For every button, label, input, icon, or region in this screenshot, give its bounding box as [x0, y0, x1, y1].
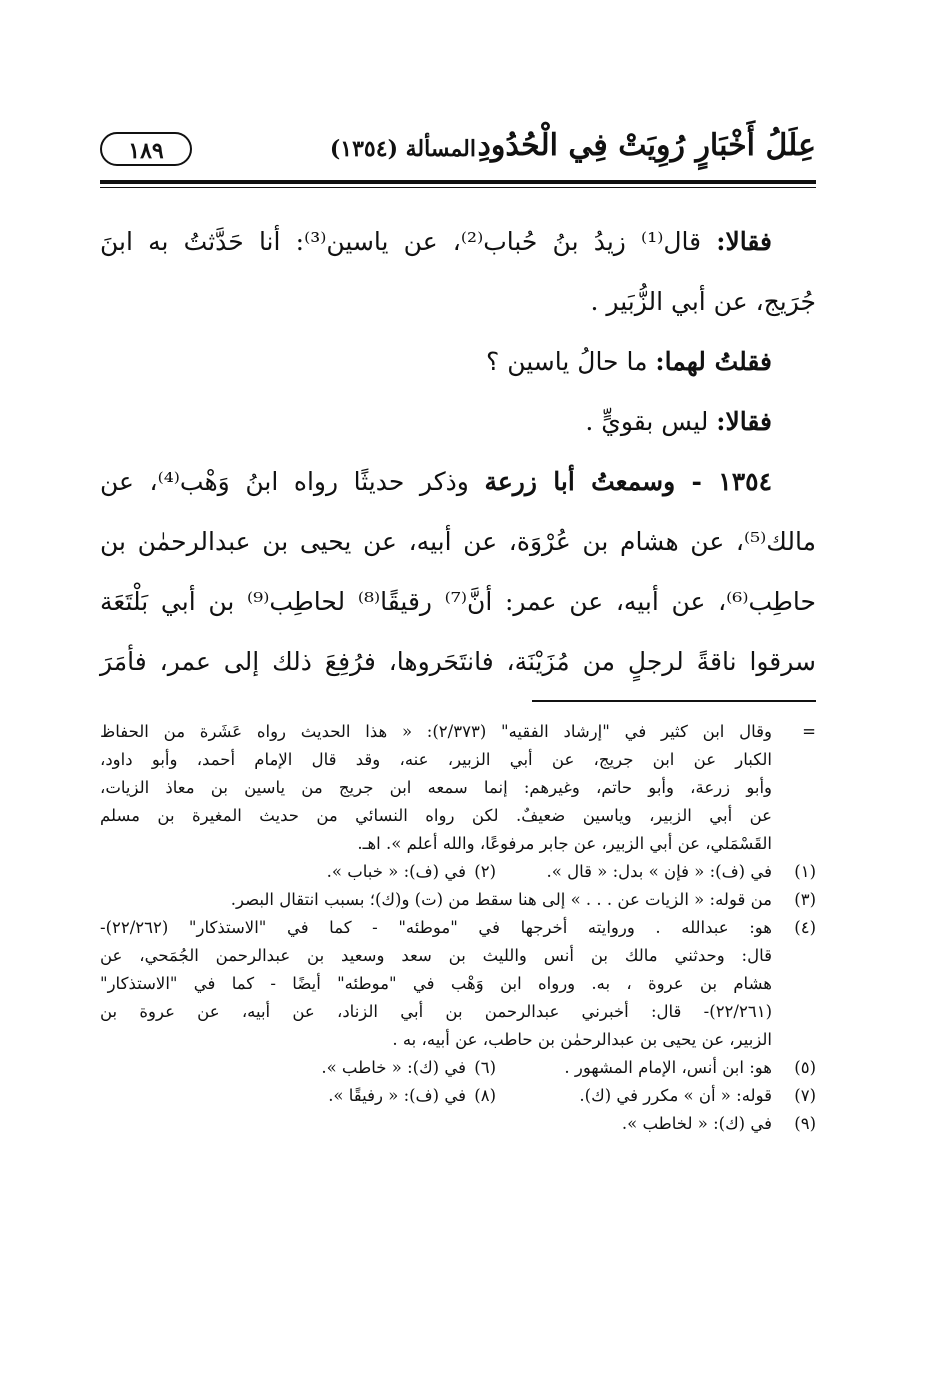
- footnote-continuation: [100, 802, 816, 830]
- line-text: قال⁽¹⁾ زيدُ بنُ حُباب⁽²⁾، عن ياسين⁽³⁾: أنا حَدَّثتُ به ابنَ: [100, 227, 717, 256]
- footnote-text: في (ف): « رفيقًا ».: [328, 1086, 466, 1105]
- footnote-text: في (ف): « فإن » بدل: « قال ».: [546, 862, 772, 881]
- footnote-number: (٨): [474, 1086, 496, 1105]
- text-line-1: [100, 212, 816, 272]
- footnote-text: القَسْمَلي، عن أبي الزبير، عن جابر مرفوعًا، والله أعلم ». اهـ.: [357, 834, 772, 853]
- footnote-continuation: [100, 718, 816, 746]
- footnote-text: الزبير، عن يحيى بن عبدالرحمٰن بن حاطب، عن أبيه، به .: [392, 1030, 772, 1049]
- running-title: عِلَلُ أَخْبَارٍ رُوِيَتْ فِي الْحُدُودِ: [477, 128, 816, 163]
- page-number: ١٨٩: [100, 132, 192, 166]
- footnote-text: في (ك): « خاطب ».: [321, 1058, 466, 1077]
- header-rule: [100, 180, 816, 184]
- footnote-4: [100, 970, 816, 998]
- footnote-text: وأبو زرعة، وأبو حاتم، وغيرهم: إنما سمعه ابن جريج من ياسين بن معاذ الزيات،: [100, 778, 772, 797]
- footnote-number: (٦): [474, 1058, 496, 1077]
- line-text: ما حالُ ياسين ؟: [486, 347, 656, 376]
- text-line-6: مالك⁽⁵⁾، عن هشام بن عُرْوَة، عن أبيه، عن يحيى بن عبدالرحمٰن بن: [100, 527, 816, 556]
- footnote-text: هو: ابن أنس، الإمام المشهور .: [564, 1058, 772, 1077]
- footnote-continuation: [100, 830, 816, 858]
- speaker-label: فقالا:: [716, 407, 772, 436]
- footnote-text: عن أبي الزبير، وياسين ضعيفٌ. لكن رواه النسائي من حديث المغيرة بن مسلم: [100, 806, 772, 825]
- text-line-5: [100, 452, 816, 512]
- footnote-4: [100, 998, 816, 1026]
- speaker-label: فقالا:: [716, 227, 772, 256]
- footnote-number: (٧): [794, 1086, 816, 1105]
- footnote-text: من قوله: « الزيات عن . . . » إلى هنا سقط من (ت) و(ك)؛ بسبب انتقال البصر.: [230, 890, 772, 909]
- footnote-text: في (ف): « خباب ».: [326, 862, 466, 881]
- speaker-label: فقلتُ لهما:: [655, 347, 772, 376]
- footnote-number: (١): [794, 862, 816, 881]
- header-rule-thin: [100, 187, 816, 188]
- footnote-5-6: [100, 1054, 816, 1082]
- continuation-mark: =: [802, 722, 816, 741]
- footnote-3: [100, 886, 816, 914]
- footnote-separator: [532, 700, 816, 702]
- line-text: وذكر حديثًا رواه ابنُ وَهْب⁽⁴⁾، عن: [100, 467, 485, 496]
- footnote-number: (٥): [794, 1058, 816, 1077]
- footnote-text: (٢٢/٢٦١)- قال: أخبرني عبدالرحمن بن أبي الزناد، عن أبيه، عن عروة بن: [100, 1002, 772, 1021]
- footnote-1-2: [100, 858, 816, 886]
- footnote-text: الكبار عن ابن جريج، عن أبي الزبير، عنه، وقد قال الإمام أحمد، وأبو داود،: [100, 750, 772, 769]
- footnote-text: هشام بن عروة ، به. ورواه ابن وَهْب في "موطئه" أيضًا - كما في "الاستذكار": [100, 974, 772, 993]
- footnote-continuation: [100, 746, 816, 774]
- footnote-4: [100, 942, 816, 970]
- footnote-text: في (ك): « لخاطب ».: [621, 1114, 772, 1133]
- footnote-text: قال: وحدثني مالك بن أنس والليث بن سعد وسعيد بن عبدالرحمن الجُمَحي، عن: [100, 946, 772, 965]
- footnote-9: [100, 1110, 816, 1138]
- footnote-number: (٩): [794, 1114, 816, 1133]
- page-header: [100, 128, 816, 180]
- text-line-2: جُرَيج، عن أبي الزُّبَير .: [590, 287, 816, 316]
- footnote-4: [100, 1026, 816, 1054]
- issue-label: المسألة (١٣٥٤): [329, 136, 476, 162]
- footnote-continuation: [100, 774, 816, 802]
- text-line-3: [100, 332, 816, 392]
- footnote-4: [100, 914, 816, 942]
- text-line-8: سرقوا ناقةً لرجلٍ من مُزَيْنَة، فانتَحَروها، فرُفِعَ ذلك إلى عمر، فأمَرَ: [100, 647, 816, 676]
- footnote-text: هو: عبدالله . وروايته أخرجها في "موطئه" - كما في "الاستذكار" (٢٢/٢٦٢)-: [100, 918, 772, 937]
- line-text: ليس بقويٍّ .: [585, 407, 717, 436]
- footnote-number: (٤): [794, 918, 816, 937]
- issue-heading: ١٣٥٤ - وسمعتُ أبا زرعة: [484, 467, 773, 496]
- main-text: [100, 212, 816, 692]
- footnote-text: وقال ابن كثير في "إرشاد الفقيه" (٢/٣٧٣): « هذا الحديث رواه عَشَرة من الحفاظ: [100, 722, 772, 741]
- text-line-4: [100, 392, 816, 452]
- footnote-number: (٢): [474, 862, 496, 881]
- footnotes: [100, 718, 816, 1138]
- footnote-7-8: [100, 1082, 816, 1110]
- text-line-7: حاطِب⁽⁶⁾، عن أبيه، عن عمر: أنَّ⁽⁷⁾ رقيقًا⁽⁸⁾ لحاطِب⁽⁹⁾ بن أبي بَلْتَعَة: [100, 587, 816, 616]
- footnote-number: (٣): [794, 890, 816, 909]
- footnote-text: قوله: « أن » مكرر في (ك).: [579, 1086, 772, 1105]
